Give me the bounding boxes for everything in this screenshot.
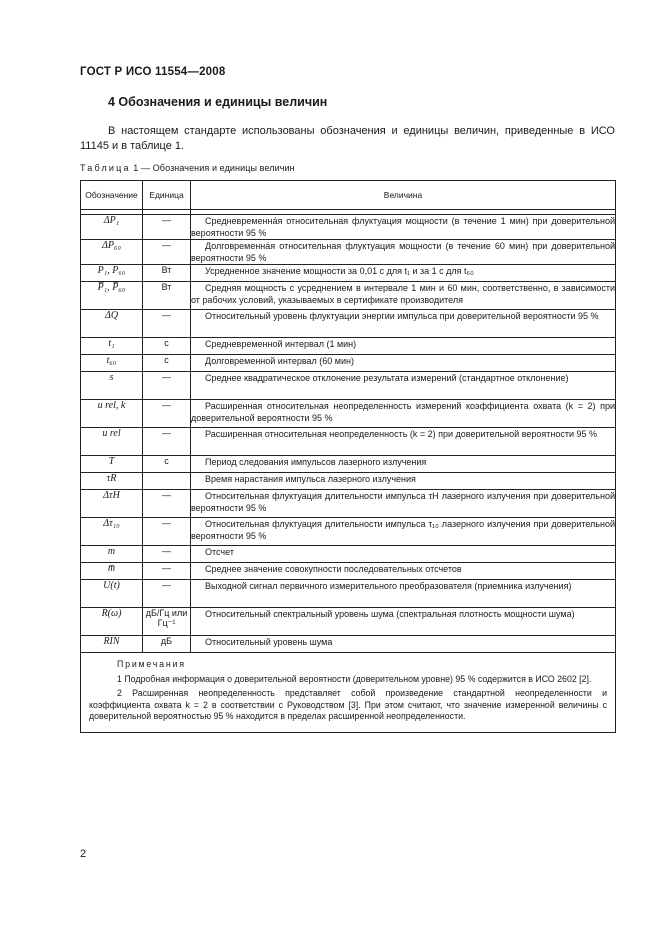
row-unit: — [143,372,191,400]
row-symbol: P₁, P₆₀ [81,265,143,282]
row-description: Относительный уровень флуктуации энергии импульса при доверительной вероятности 95 % [191,310,616,338]
table-caption-rest: 1 — Обозначения и единицы величин [130,163,295,173]
row-description: Относительный уровень шума [191,636,616,653]
row-description: Относительная флуктуация длительности импульса τ₁₀ лазерного излучения при доверительной вероятности 95 % [191,518,616,546]
table-row [81,215,616,240]
row-unit: — [143,580,191,608]
row-description: Выходной сигнал первичного измерительного преобразователя (приемника излучения) [191,580,616,608]
row-description: Долговременна́я относительная флуктуация мощности (в течение 60 мин) при доверительной вероятности 95 % [191,241,615,263]
row-unit: с [143,355,191,372]
row-unit: — [143,546,191,563]
note-2: 2 Расширенная неопределенность представляет собой произведение стандартной неопределенности и коэффициента охвата k = 2 в соответствии с Руководством [3]. При этом считают, что значение измеренной величины с доверительной вероятностью 95 % находится в пределах расширенной неопределенности. [89,688,607,721]
row-symbol: m [81,546,143,563]
table-row [81,282,616,310]
table-caption-word: Таблица [80,163,131,173]
symbols-table [80,180,616,733]
row-description: Расширенная относительная неопределенность измерений коэффициента охвата (k = 2) при доверительной вероятности 95 % [191,400,616,428]
row-unit: с [143,456,191,473]
section-title: 4 Обозначения и единицы величин [108,95,328,109]
row-unit: — [143,310,191,338]
notes-cell [81,653,616,733]
row-unit: Вт [143,265,191,282]
row-description: Расширенная относительная неопределенность (k = 2) при доверительной вероятности 95 % [191,428,616,456]
row-description: Среднее значение совокупности последовательных отсчетов [191,563,616,580]
table-row [81,518,616,546]
table-row [81,400,616,428]
table-row [81,265,616,282]
row-unit: дБ/Гц или Гц⁻¹ [143,608,191,636]
row-unit: с [143,338,191,355]
row-symbol: u rel, k [81,400,143,428]
row-symbol: ΔτH [81,490,143,518]
row-description: Относительный спектральный уровень шума (спектральная плотность мощности шума) [191,608,616,636]
row-unit: — [143,428,191,456]
table-row [81,546,616,563]
table-row [81,563,616,580]
table-row [81,490,616,518]
row-symbol: RIN [81,636,143,653]
row-unit: Вт [143,282,191,310]
table-row [81,456,616,473]
table-row [81,240,616,265]
row-symbol: ΔQ [81,310,143,338]
row-symbol: Δτ₁₀ [81,518,143,546]
row-description: Долговременной интервал (60 мин) [191,355,616,372]
table-row [81,580,616,608]
header-unit: Единица [143,181,191,210]
row-description: Отсчет [191,546,616,563]
row-unit: — [143,240,191,265]
row-symbol: τR [81,473,143,490]
row-unit: — [143,400,191,428]
row-symbol: ΔP₆₀ [81,240,143,265]
row-unit: — [143,490,191,518]
table-row [81,338,616,355]
row-description: Время нарастания импульса лазерного излучения [191,473,616,490]
header-symbol: Обозначение [81,181,143,210]
document-header: ГОСТ Р ИСО 11554—2008 [80,66,226,78]
row-description: Средневременной интервал (1 мин) [191,338,616,355]
row-symbol: t₆₀ [81,355,143,372]
table-row [81,372,616,400]
note-1: 1 Подробная информация о доверительной вероятности (доверительном уровне) 95 % содержится в ИСО 2602 [2]. [117,673,592,684]
notes-heading: Примечания [117,659,186,669]
row-symbol: U(t) [81,580,143,608]
row-description: Средняя мощность с усреднением в интервале 1 мин и 60 мин, соответственно, в зависимости от рабочих условий, указываемых в сертификате производителя [191,282,616,310]
header-quantity: Величина [191,181,616,210]
table-row [81,428,616,456]
page-number: 2 [80,848,87,860]
row-symbol: T [81,456,143,473]
row-unit: — [143,563,191,580]
row-description: Период следования импульсов лазерного излучения [191,456,616,473]
table-row [81,310,616,338]
table-caption [80,163,295,173]
row-description: Средневременна́я относительная флуктуация мощности (в течение 1 мин) при доверительной вероятности 95 % [191,216,615,238]
row-unit: — [143,215,191,240]
row-symbol: R(ω) [81,608,143,636]
row-unit: дБ [143,636,191,653]
row-symbol: t₁ [81,338,143,355]
row-unit [143,473,191,490]
row-description: Относительная флуктуация длительности импульса τH лазерного излучения при доверительной вероятности 95 % [191,490,616,518]
row-symbol: P̅₁, P̅₆₀ [81,282,143,310]
row-symbol: m̅ [81,563,143,580]
table-row [81,355,616,372]
table-row [81,608,616,636]
intro-paragraph: В настоящем стандарте использованы обозначения и единицы величин, приведенные в ИСО 11145 и в таблице 1. [80,125,615,152]
table-row [81,636,616,653]
row-unit: — [143,518,191,546]
row-description: Среднее квадратическое отклонение результата измерений (стандартное отклонение) [191,372,616,400]
row-symbol: ΔP₁ [81,215,143,240]
row-description: Усредненное значение мощности за 0,01 с для t₁ и за 1 с для t₆₀ [191,265,616,282]
table-row [81,473,616,490]
row-symbol: s [81,372,143,400]
table-body [81,210,616,653]
row-symbol: u rel [81,428,143,456]
